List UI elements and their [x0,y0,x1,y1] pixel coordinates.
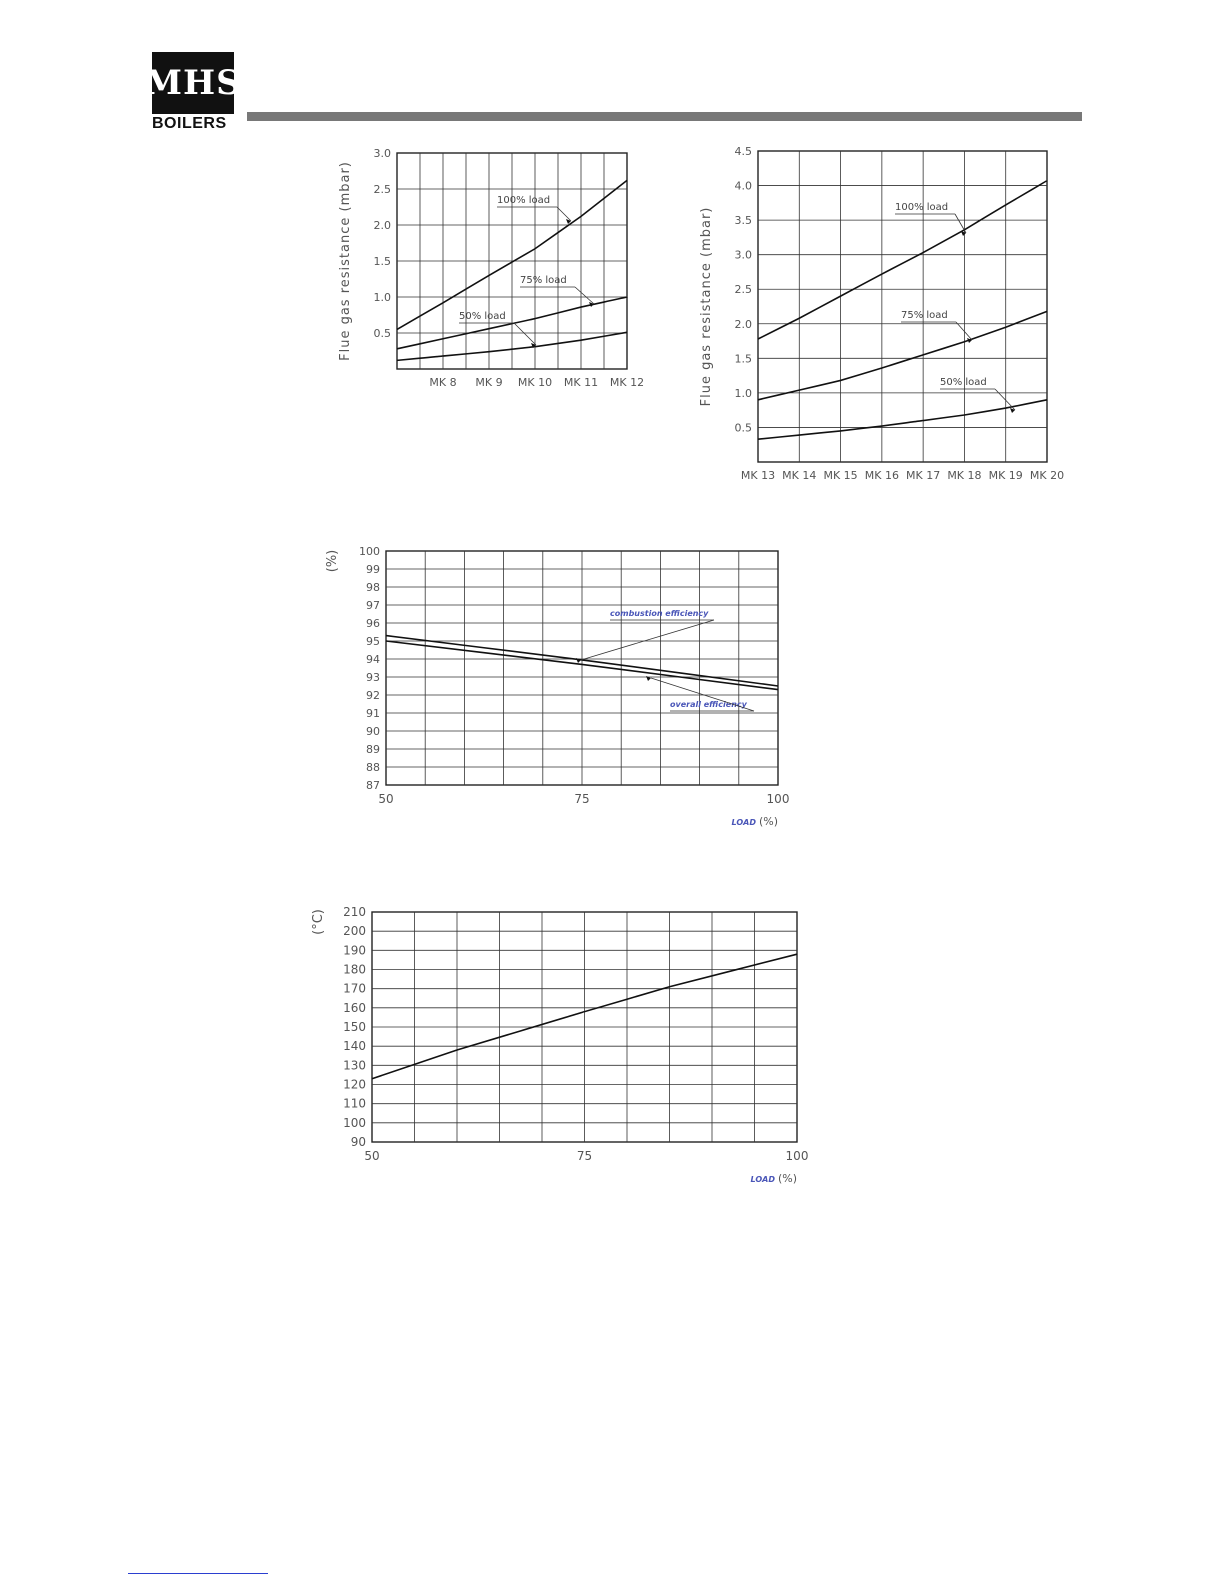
series-label-callout [895,202,966,236]
y-tick-label: 3.0 [373,147,391,160]
x-tick-label: 75 [574,792,590,806]
y-tick-label: 91 [366,707,380,720]
y-tick-label: 0.5 [734,421,752,435]
label-leader [557,207,571,221]
y-tick-label: 3.0 [734,248,752,262]
chart-1 [338,147,644,389]
y-tick-label: 170 [343,981,366,996]
x-tick-label: 50 [364,1149,380,1163]
chart-3 [325,545,789,828]
y-tick-label: 1.5 [734,352,752,366]
chart-2 [699,145,1064,482]
series-label: 100% load [895,202,949,213]
y-tick-label: 110 [343,1096,366,1111]
y-tick-label: 190 [343,943,366,958]
y-tick-label: 130 [343,1058,366,1073]
y-tick-label: 98 [366,581,380,594]
y-tick-label: 210 [343,905,366,919]
x-tick-label: MK 13 [740,469,776,482]
y-tick-label: 4.5 [734,145,752,158]
logo-subtext: BOILERS [152,115,227,132]
y-tick-label: 180 [343,962,366,977]
y-tick-label: 140 [343,1039,366,1054]
y-tick-label: 2.0 [373,219,391,232]
x-axis-label: LOAD [731,818,756,827]
y-tick-label: 160 [343,1000,366,1015]
y-tick-label: 100 [343,1115,366,1130]
series-label: 100% load [497,195,551,206]
y-tick-label: 2.5 [734,283,752,297]
series-label-callout [901,310,972,343]
series-label: 75% load [520,275,567,286]
x-axis-unit: (%) [777,1172,797,1185]
y-axis-label: Flue gas resistance (mbar) [338,161,353,361]
y-tick-label: 94 [366,653,380,666]
label-leader [995,389,1015,410]
x-tick-label: 50 [378,792,394,806]
series-label: overall efficiency [670,700,747,709]
x-tick-label: MK 8 [429,376,457,389]
y-tick-label: 0.5 [373,327,391,340]
y-tick-label: 95 [366,635,380,648]
label-leader [956,322,972,340]
plot-frame [758,151,1047,462]
y-tick-label: 2.5 [373,183,391,196]
y-tick-label: 100 [359,545,380,558]
y-tick-label: 89 [366,743,380,756]
y-tick-label: 1.0 [734,386,752,400]
x-axis-unit: (%) [758,815,778,828]
y-tick-label: 97 [366,599,380,612]
label-leader [581,620,714,660]
y-tick-label: 1.5 [373,255,391,268]
series-label-callout [497,195,571,224]
x-tick-label: 75 [576,1149,593,1163]
y-tick-label: 90 [350,1135,366,1149]
y-tick-label: 92 [366,689,380,702]
series-label-callout [459,311,536,348]
y-axis-label: (%) [325,549,340,573]
x-tick-label: MK 17 [906,469,941,482]
y-axis-label: (°C) [311,909,326,935]
y-tick-label: 93 [366,671,380,684]
y-tick-label: 96 [366,617,380,630]
y-tick-label: 87 [366,779,380,792]
series-label-callout [940,377,1015,413]
series-label-callout [576,609,714,663]
y-tick-label: 4.0 [734,179,752,193]
series-label: 50% load [940,377,987,388]
y-tick-label: 120 [343,1077,366,1092]
y-tick-label: 1.0 [373,291,391,304]
series-label: 50% load [459,311,506,322]
x-tick-label: MK 12 [609,376,645,389]
logo-text: MHS [144,63,242,103]
y-tick-label: 200 [343,924,366,939]
x-tick-label: MK 15 [823,469,858,482]
y-tick-label: 3.5 [734,214,752,228]
x-tick-label: MK 9 [475,376,503,389]
y-tick-label: 88 [366,761,380,774]
x-tick-label: MK 11 [563,376,599,389]
x-tick-label: MK 16 [864,469,899,482]
x-tick-label: 100 [785,1149,809,1163]
y-tick-label: 90 [366,725,380,738]
label-leader [514,323,536,345]
series-label: 75% load [901,310,948,321]
x-tick-label: 100 [766,792,790,806]
x-tick-label: MK 10 [517,376,553,389]
y-tick-label: 99 [366,563,380,576]
x-tick-label: MK 14 [782,469,817,482]
y-tick-label: 2.0 [734,317,752,331]
chart-4 [311,905,808,1185]
x-axis-label: LOAD [750,1175,775,1184]
y-axis-label: Flue gas resistance (mbar) [699,206,714,407]
label-leader [575,287,594,304]
series-line [758,311,1047,399]
y-tick-label: 150 [343,1020,366,1034]
x-tick-label: MK 18 [947,469,982,482]
series-label-callout [520,275,594,307]
footer-link-underline [128,1573,268,1574]
series-label: combustion efficiency [610,609,709,618]
x-tick-label: MK 19 [988,469,1023,482]
x-tick-label: MK 20 [1029,469,1065,482]
series-line [758,400,1047,439]
